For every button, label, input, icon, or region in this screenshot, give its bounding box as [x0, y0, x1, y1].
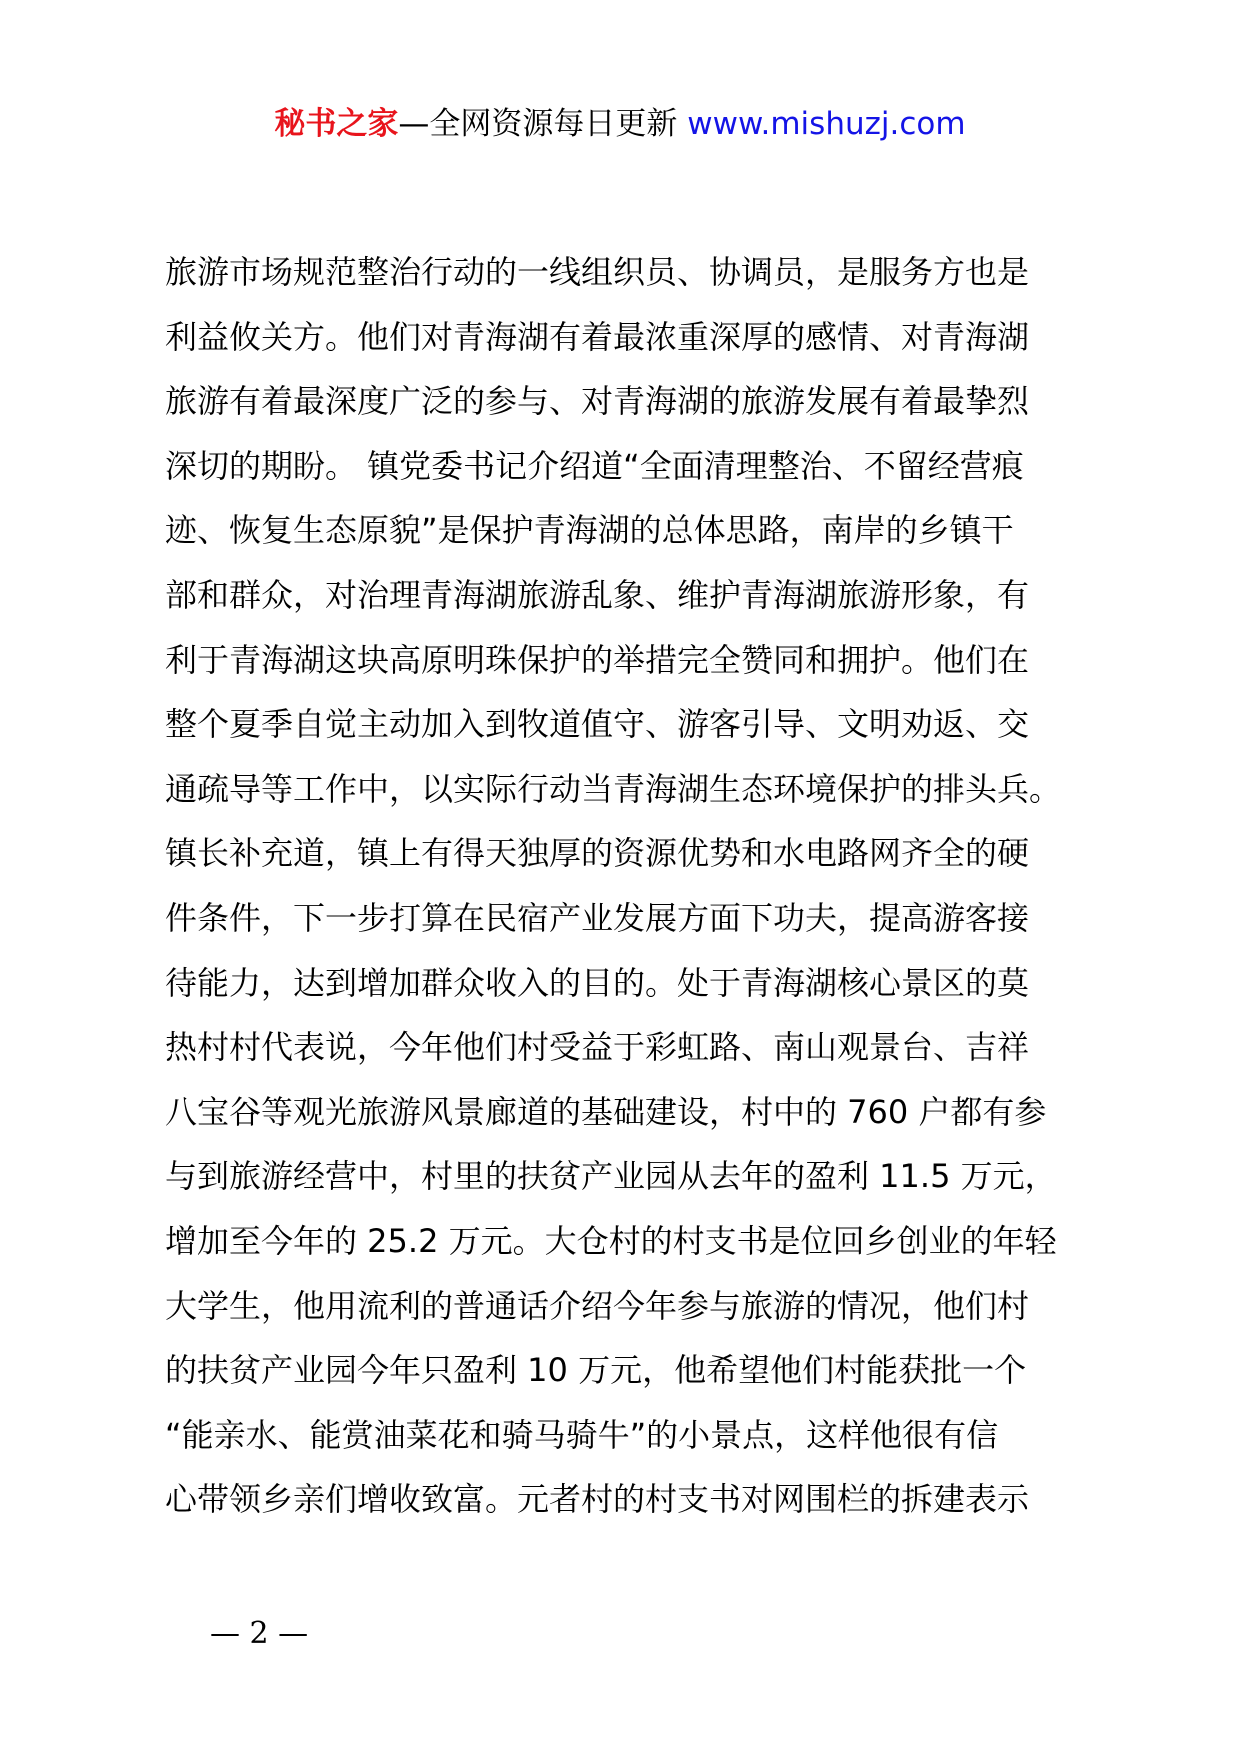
body-line: 利于青海湖这块高原明珠保护的举措完全赞同和拥护。他们在: [165, 640, 1030, 679]
page-header: [0, 102, 1240, 146]
body-line: 利益攸关方。他们对青海湖有着最浓重深厚的感情、对青海湖: [165, 317, 1030, 356]
body-line: 的扶贫产业园今年只盈利 10 万元，他希望他们村能获批一个: [165, 1351, 1027, 1390]
body-line: 大学生，他用流利的普通话介绍今年参与旅游的情况，他们村: [165, 1286, 1030, 1325]
body-line: 部和群众，对治理青海湖旅游乱象、维护青海湖旅游形象，有: [165, 575, 1030, 614]
body-line: 整个夏季自觉主动加入到牧道值守、游客引导、文明劝返、交: [165, 705, 1030, 744]
header-tagline: —全网资源每日更新: [398, 106, 678, 142]
body-line: 旅游市场规范整治行动的一线组织员、协调员，是服务方也是: [165, 253, 1030, 291]
body-line: 八宝谷等观光旅游风景廊道的基础建设，村中的 760 户都有参: [165, 1092, 1047, 1131]
body-line: 待能力，达到增加群众收入的目的。处于青海湖核心景区的莫: [165, 963, 1030, 1002]
body-line: 热村村代表说，今年他们村受益于彩虹路、南山观景台、吉祥: [165, 1028, 1030, 1067]
brand-name: 秘书之家: [274, 106, 399, 142]
document-body: [165, 240, 1095, 1532]
body-line: 深切的期盼。 镇党委书记介绍道“全面清理整治、不留经营痕: [165, 446, 1024, 485]
body-line: “能亲水、能赏油菜花和骑马骑牛”的小景点，这样他很有信: [165, 1415, 999, 1454]
site-url-link[interactable]: www.mishuzj.com: [687, 106, 966, 142]
body-line: 旅游有着最深度广泛的参与、对青海湖的旅游发展有着最挚烈: [165, 382, 1030, 421]
body-line: 与到旅游经营中，村里的扶贫产业园从去年的盈利 11.5 万元，: [165, 1157, 1057, 1196]
body-line: 心带领乡亲们增收致富。元者村的村支书对网围栏的拆建表示: [165, 1480, 1030, 1519]
body-line: 通疏导等工作中，以实际行动当青海湖生态环境保护的排头兵。: [165, 769, 1062, 808]
body-line: 增加至今年的 25.2 万元。大仓村的村支书是位回乡创业的年轻: [165, 1221, 1057, 1260]
page-number: — 2 —: [210, 1616, 309, 1651]
body-line: 件条件，下一步打算在民宿产业发展方面下功夫，提高游客接: [165, 898, 1030, 937]
body-line: 镇长补充道，镇上有得天独厚的资源优势和水电路网齐全的硬: [165, 834, 1030, 873]
body-line: 迹、恢复生态原貌”是保护青海湖的总体思路，南岸的乡镇干: [165, 511, 1014, 550]
